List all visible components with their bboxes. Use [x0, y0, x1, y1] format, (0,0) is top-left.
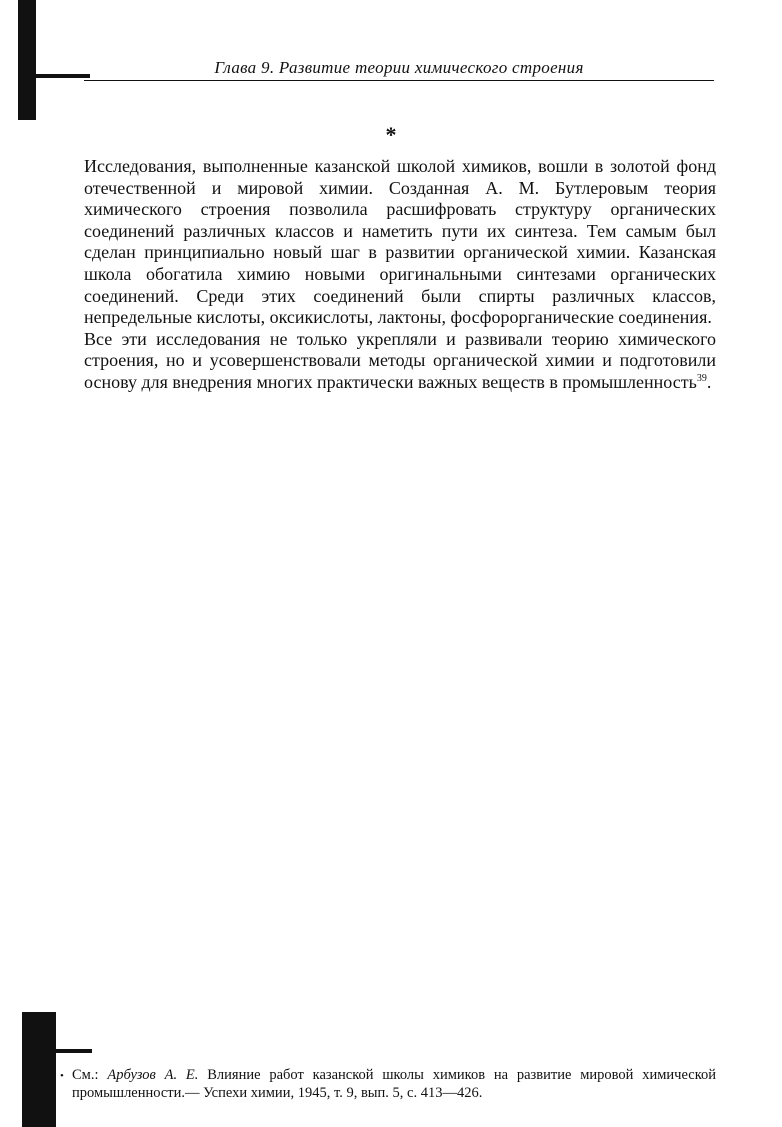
footnote	[60, 1067, 717, 1102]
footnote-prefix: См.:	[72, 1067, 99, 1083]
paragraph-2: Все эти исследования не только укрепляли и развивали теорию химического строения, но и усовершенствовали методы органической химии и подготовили основу для внедрения многих практически важных веществ в промышленность$^{39}$.	[84, 328, 716, 392]
header-rule	[84, 80, 714, 81]
body-text	[84, 156, 716, 394]
footnote-text: Влияние работ казанской школы химиков на развитие мировой химической промышленности.— Успехи химии, 1945, т. 9, вып. 5, с. 413—426.	[72, 1067, 717, 1101]
running-head: Глава 9. Развитие теории химического строения	[214, 58, 584, 77]
footnote-author: Арбузов А. Е.	[107, 1067, 199, 1083]
paragraph-1: Исследования, выполненные казанской школой химиков, вошли в золотой фонд отечественной и мировой химии. Созданная А. М. Бутлеровым теория химического строения позволила расшифровать структуру органических соединений различных классов и наметить пути их синтеза. Тем самым был сделан принципиально новый шаг в развитии органической химии. Казанская школа обогатила химию новыми оригинальными синтезами органических соединений. Среди этих соединений были спирты различных классов, непредельные кислоты, оксикислоты, лактоны, фосфорорганические соединения.	[84, 156, 716, 328]
section-ornament: *	[385, 122, 397, 147]
footnote-marker: •	[60, 1070, 64, 1082]
binding-mark-bottom	[22, 1012, 56, 1127]
paragraph-2-text: Все эти исследования не только укрепляли и развивали теорию химического строения, но и усовершенствовали методы органической химии и подготовили основу для внедрения многих практически важных веществ в промышленность	[84, 328, 716, 392]
binding-mark-top	[18, 0, 36, 120]
footnote-reference: 39	[696, 372, 707, 384]
